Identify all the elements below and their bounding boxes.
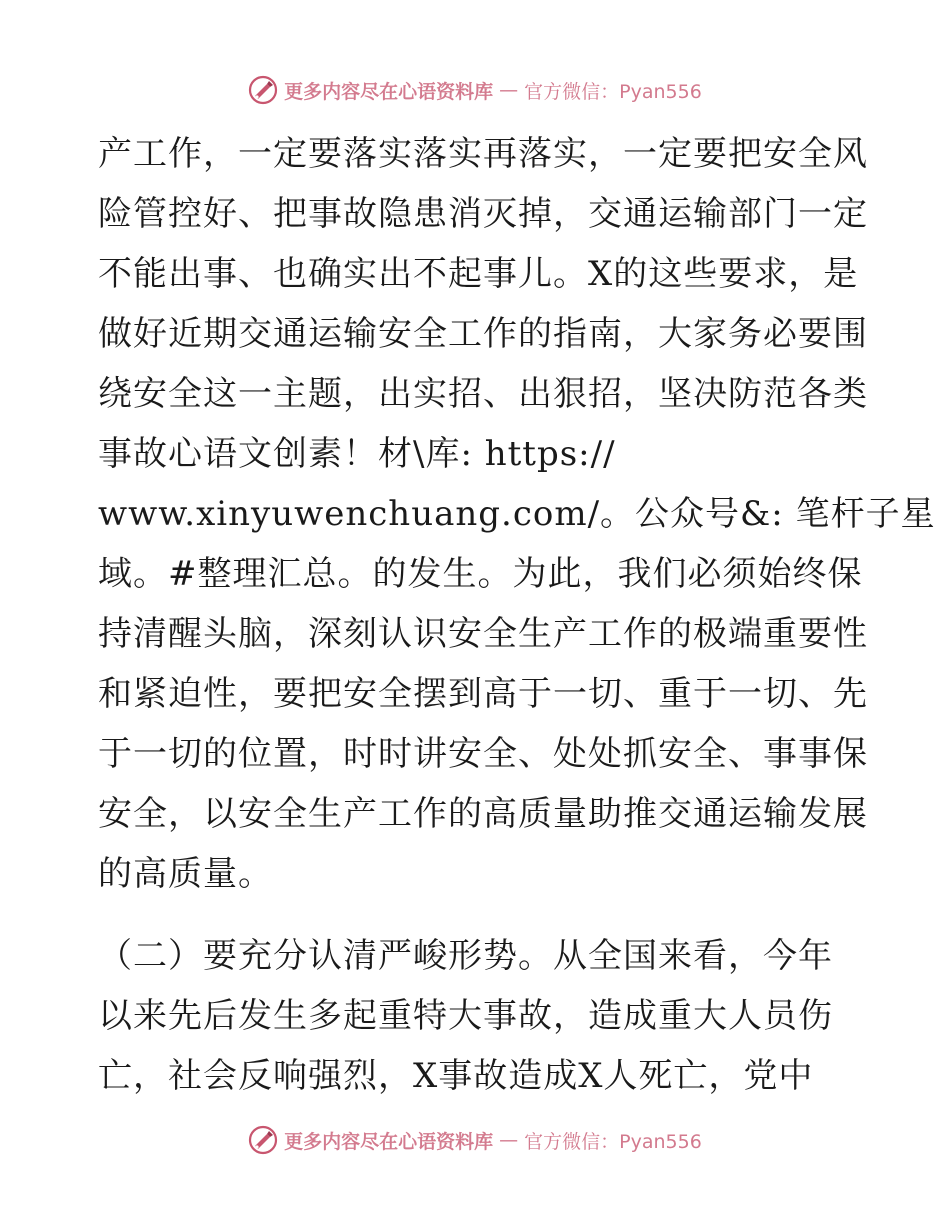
text-line: 安全，以安全生产工作的高质量助推交通运输发展: [98, 794, 868, 834]
text-line: 不能出事、也确实出不起事儿。X的这些要求，是: [98, 254, 859, 294]
text-line: 以来先后发生多起重特大事故，造成重大人员伤: [98, 996, 833, 1036]
text-line: www.xinyuwenchuang.com/。公众号&: 笔杆子星: [98, 494, 936, 534]
text-line: 持清醒头脑，深刻认识安全生产工作的极端重要性: [98, 614, 868, 654]
text-line: 险管控好、把事故隐患消灭掉，交通运输部门一定: [98, 194, 868, 234]
footer-watermark-wechat: 官方微信：Pyan556: [524, 1130, 702, 1153]
footer-watermark-separator: —: [499, 1129, 519, 1151]
header-watermark-wechat: 官方微信：Pyan556: [524, 80, 702, 103]
text-line: 产工作，一定要落实落实再落实，一定要把安全风: [98, 134, 868, 174]
text-line: 事故心语文创素！材\库: https://: [98, 434, 616, 474]
paragraph-spacer: [98, 904, 858, 926]
text-line: 亡，社会反响强烈，X事故造成X人死亡，党中: [98, 1056, 814, 1096]
pen-logo-icon: [248, 1125, 278, 1155]
header-watermark: [0, 70, 950, 110]
header-watermark-title: 更多内容尽在心语资料库: [284, 80, 494, 103]
paragraph-2: [98, 926, 858, 1106]
footer-watermark-title: 更多内容尽在心语资料库: [284, 1130, 494, 1153]
header-watermark-separator: —: [499, 79, 519, 101]
text-line: 和紧迫性，要把安全摆到高于一切、重于一切、先: [98, 674, 868, 714]
footer-watermark: [0, 1120, 950, 1160]
pen-logo-icon: [248, 75, 278, 105]
text-line: （二）要充分认清严峻形势。从全国来看，今年: [98, 936, 833, 976]
document-body: [98, 124, 936, 1106]
text-line: 绕安全这一主题，出实招、出狠招，坚决防范各类: [98, 374, 868, 414]
text-line: 于一切的位置，时时讲安全、处处抓安全、事事保: [98, 734, 868, 774]
text-line: 域。#整理汇总。的发生。为此，我们必须始终保: [98, 554, 863, 594]
text-line: 的高质量。: [98, 854, 273, 894]
paragraph-1: [98, 124, 936, 904]
text-line: 做好近期交通运输安全工作的指南，大家务必要围: [98, 314, 868, 354]
